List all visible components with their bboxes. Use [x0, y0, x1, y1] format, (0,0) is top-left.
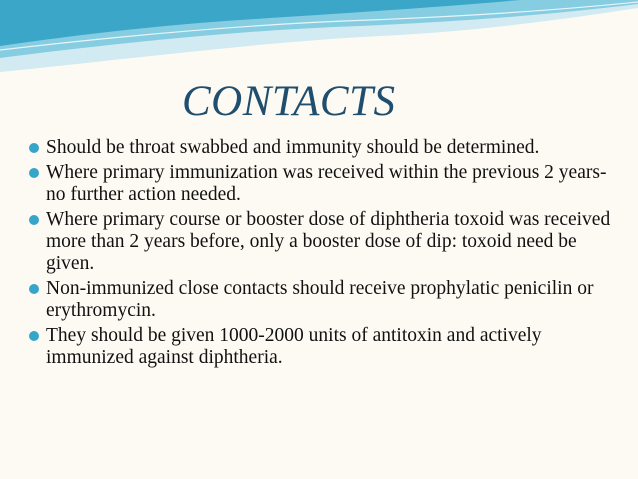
bullet-text: Should be throat swabbed and immunity should be determined. [46, 137, 540, 158]
bullet-item [0, 162, 612, 206]
bullet-item [0, 278, 612, 322]
bullet-marker-icon [29, 143, 39, 153]
bullet-item [0, 325, 612, 369]
bullet-marker-icon [29, 331, 39, 341]
bullet-marker-icon [29, 168, 39, 178]
bullet-item [0, 137, 612, 159]
bullet-marker-icon [29, 284, 39, 294]
bullet-text: Non-immunized close contacts should receive prophylatic penicilin or erythromycin. [46, 278, 594, 321]
slide-title: CONTACTS [182, 78, 396, 125]
bullet-text: Where primary course or booster dose of diphtheria toxoid was received more than 2 years before, only a booster dose of dip: toxoid need be given. [46, 209, 611, 274]
wave-decoration [0, 0, 638, 80]
bullet-item [0, 209, 612, 275]
bullet-text: They should be given 1000-2000 units of antitoxin and actively immunized against diphtheria. [46, 325, 542, 368]
bullet-list [0, 137, 612, 372]
bullet-text: Where primary immunization was received within the previous 2 years- no further action needed. [46, 162, 607, 205]
bullet-marker-icon [29, 215, 39, 225]
